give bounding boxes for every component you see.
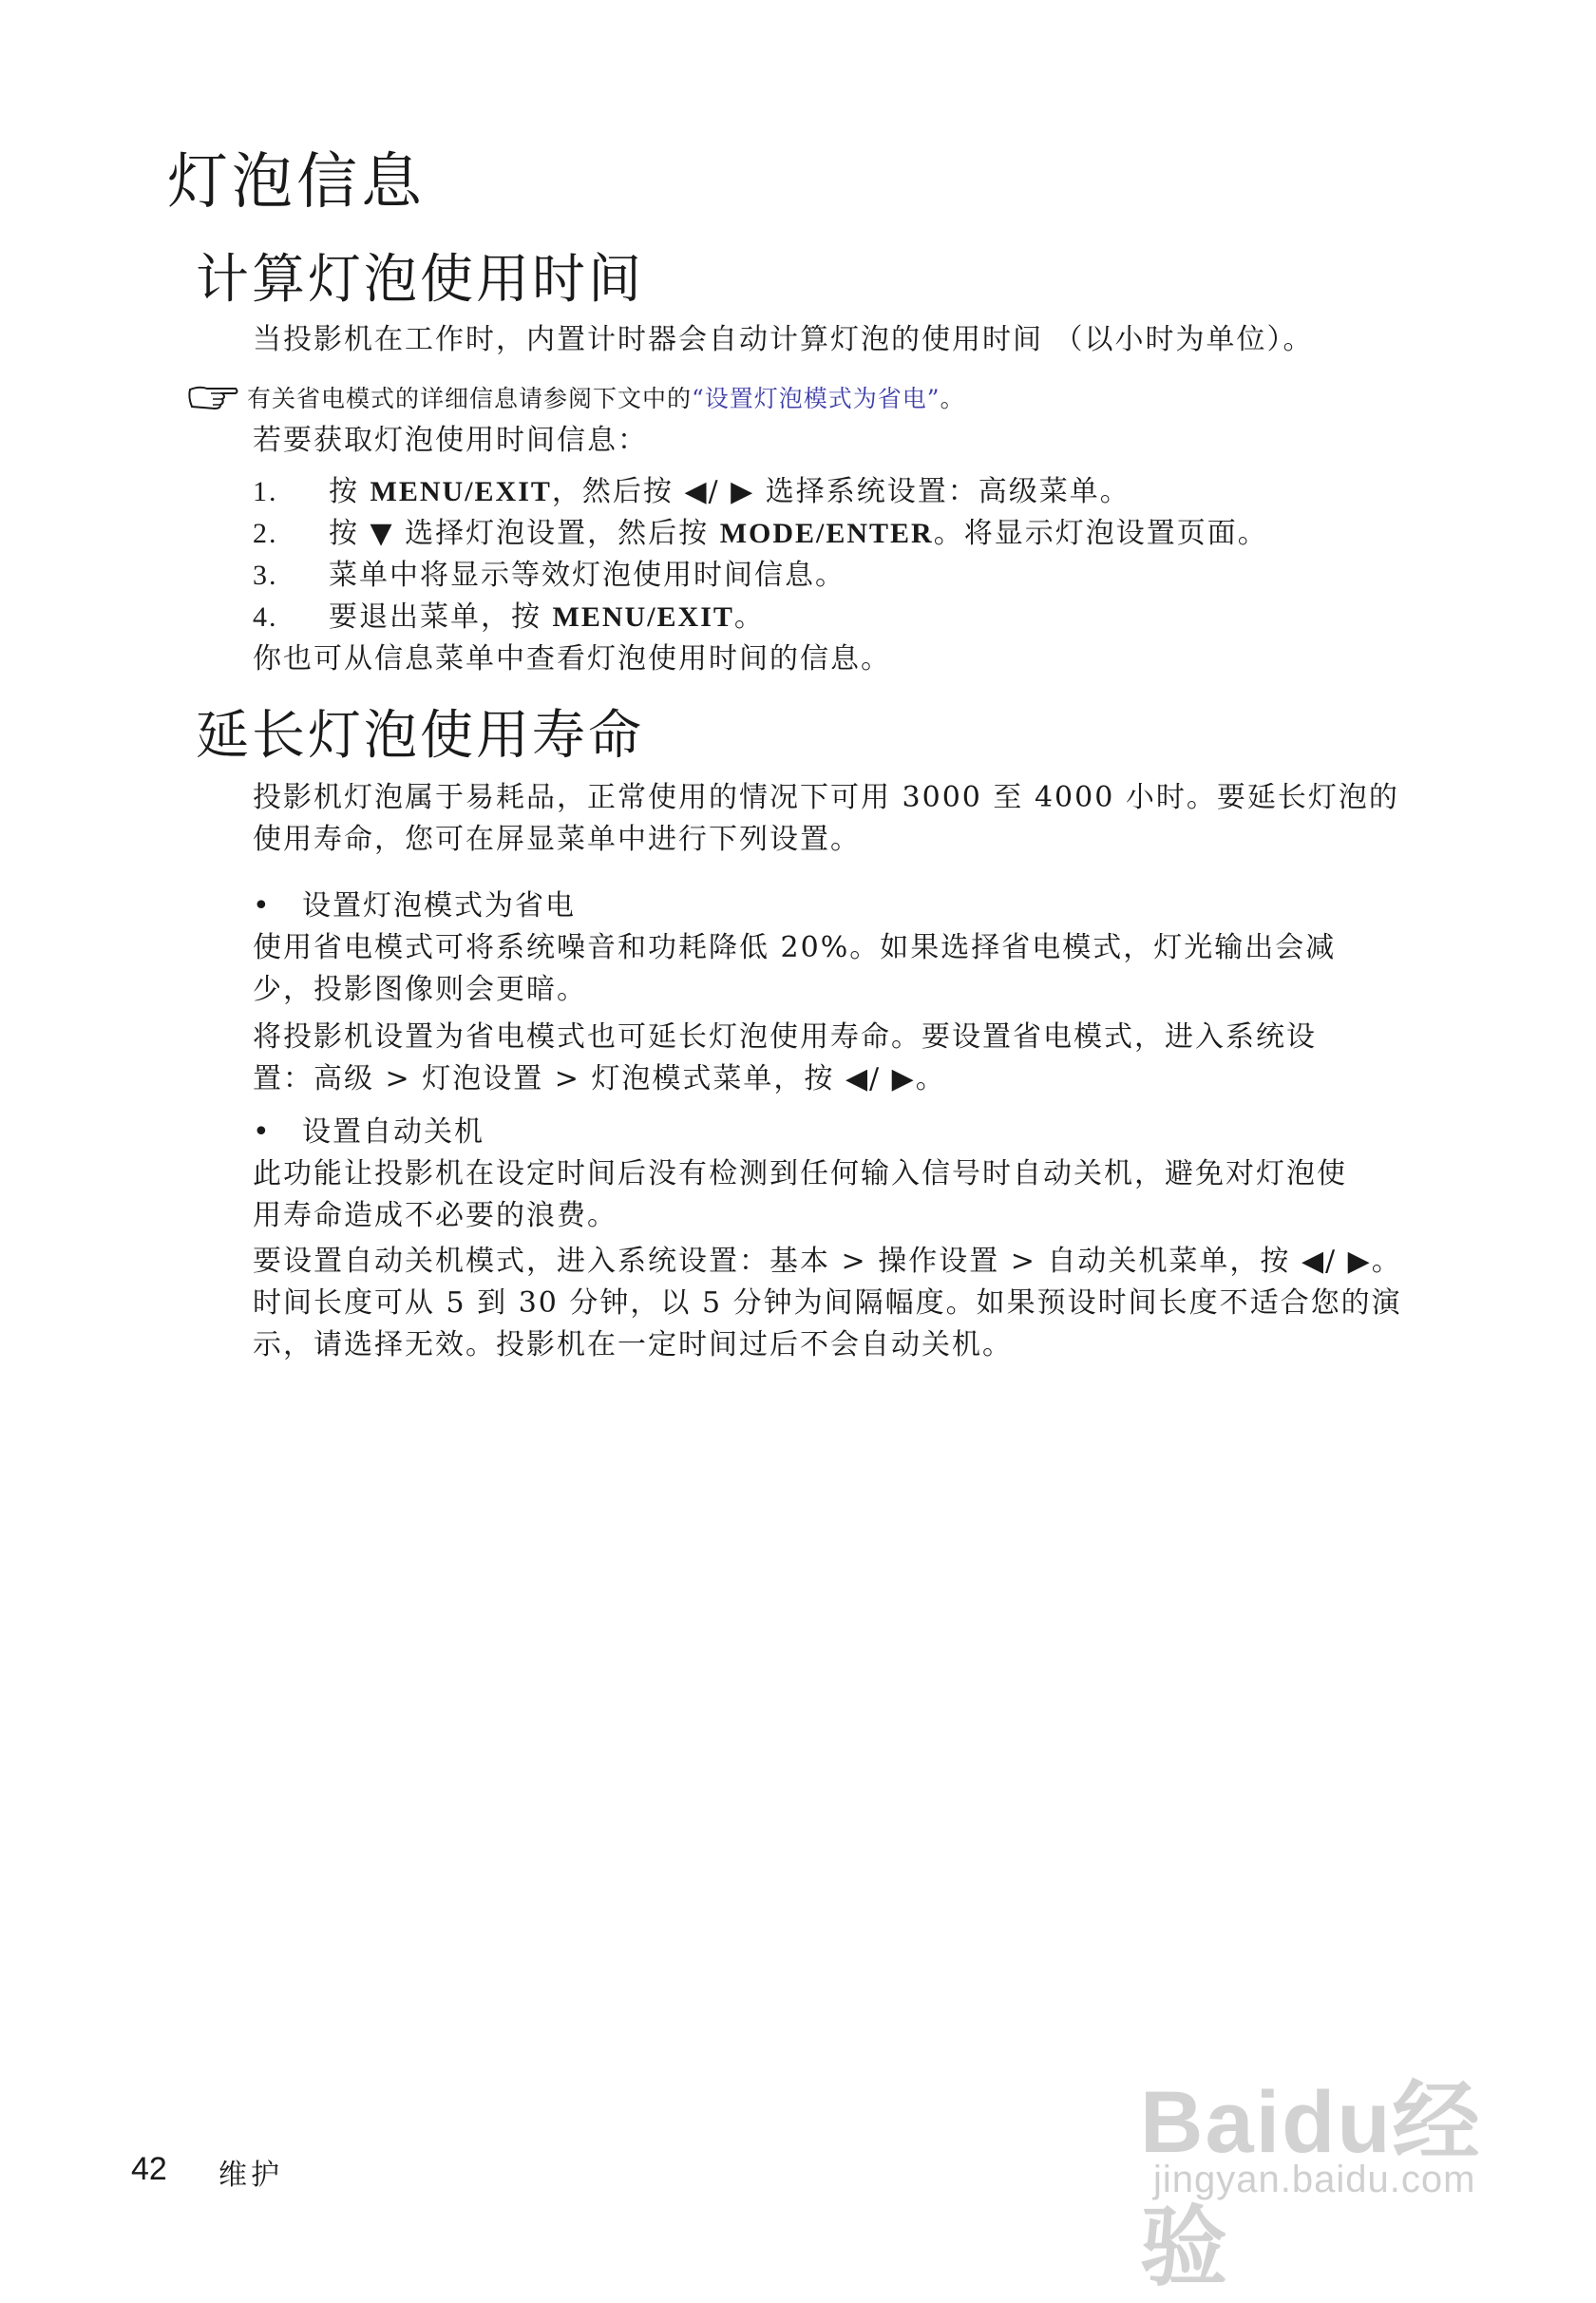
steps-intro: 若要获取灯泡使用时间信息：: [253, 424, 648, 457]
paragraph-line: 用寿命造成不必要的浪费。: [253, 1199, 618, 1232]
bullet-dot: •: [253, 1115, 272, 1149]
page-number: 42: [131, 2151, 167, 2187]
watermark-logo: Baidu经验: [1140, 2074, 1482, 2296]
paragraph-outro: 你也可从信息菜单中查看灯泡使用时间的信息。: [253, 642, 891, 676]
paragraph-line: 使用省电模式可将系统噪音和功耗降低 20%。如果选择省电模式，灯光输出会减: [253, 931, 1337, 964]
paragraph-line: 置：高级 > 灯泡设置 > 灯泡模式菜单，按 ◀/ ▶。: [253, 1062, 946, 1095]
paragraph-line: 投影机灯泡属于易耗品，正常使用的情况下可用 3000 至 4000 小时。要延长灯泡的: [253, 781, 1399, 814]
watermark: [1140, 2052, 1539, 2296]
note-link[interactable]: “设置灯泡模式为省电”: [692, 385, 940, 412]
note-text: 有关省电模式的详细信息请参阅下文中的: [247, 385, 693, 412]
note-suffix: 。: [940, 385, 965, 412]
list-item: 3. 菜单中将显示等效灯泡使用时间信息。: [253, 559, 846, 592]
paragraph-line: 示，请选择无效。投影机在一定时间过后不会自动关机。: [253, 1328, 1013, 1361]
paragraph-line: 时间长度可从 5 到 30 分钟，以 5 分钟为间隔幅度。如果预设时间长度不适合您的演: [253, 1286, 1402, 1320]
paragraph-line: 使用寿命，您可在屏显菜单中进行下列设置。: [253, 823, 861, 856]
key-mode-enter: MODE/ENTER: [719, 518, 934, 549]
paragraph-line: 将投影机设置为省电模式也可延长灯泡使用寿命。要设置省电模式，进入系统设: [253, 1020, 1317, 1054]
watermark-url: jingyan.baidu.com: [1153, 2159, 1476, 2200]
note: [186, 380, 965, 414]
bullet-dot: •: [253, 889, 272, 923]
bullet-item-auto-off: • 设置自动关机: [253, 1112, 484, 1153]
pointing-hand-icon: [186, 382, 239, 412]
key-menu-exit: MENU/EXIT: [370, 476, 552, 507]
list-item: 4. 要退出菜单，按 MENU/EXIT。: [253, 600, 765, 634]
paragraph-intro: 当投影机在工作时，内置计时器会自动计算灯泡的使用时间 （以小时为单位）。: [253, 323, 1314, 356]
paragraph-line: 此功能让投影机在设定时间后没有检测到任何输入信号时自动关机，避免对灯泡使: [253, 1157, 1347, 1190]
paragraph-line: 要设置自动关机模式，进入系统设置：基本 > 操作设置 > 自动关机菜单，按 ◀/ ▶。: [253, 1245, 1402, 1278]
section-heading-lamp-hours: 计算灯泡使用时间: [196, 249, 644, 311]
bullet-item-eco-mode: • 设置灯泡模式为省电: [253, 885, 576, 927]
list-item: 2. 按 ▼ 选择灯泡设置，然后按 MODE/ENTER。将显示灯泡设置页面。: [253, 517, 1268, 550]
section-heading-extend-life: 延长灯泡使用寿命: [196, 705, 644, 767]
footer-section-label: 维护: [218, 2159, 283, 2192]
list-item: 1. 按 MENU/EXIT，然后按 ◀/ ▶ 选择系统设置：高级菜单。: [253, 475, 1130, 508]
page-title: 灯泡信息: [167, 147, 426, 218]
key-menu-exit: MENU/EXIT: [552, 601, 734, 633]
paragraph-line: 少，投影图像则会更暗。: [253, 973, 587, 1006]
